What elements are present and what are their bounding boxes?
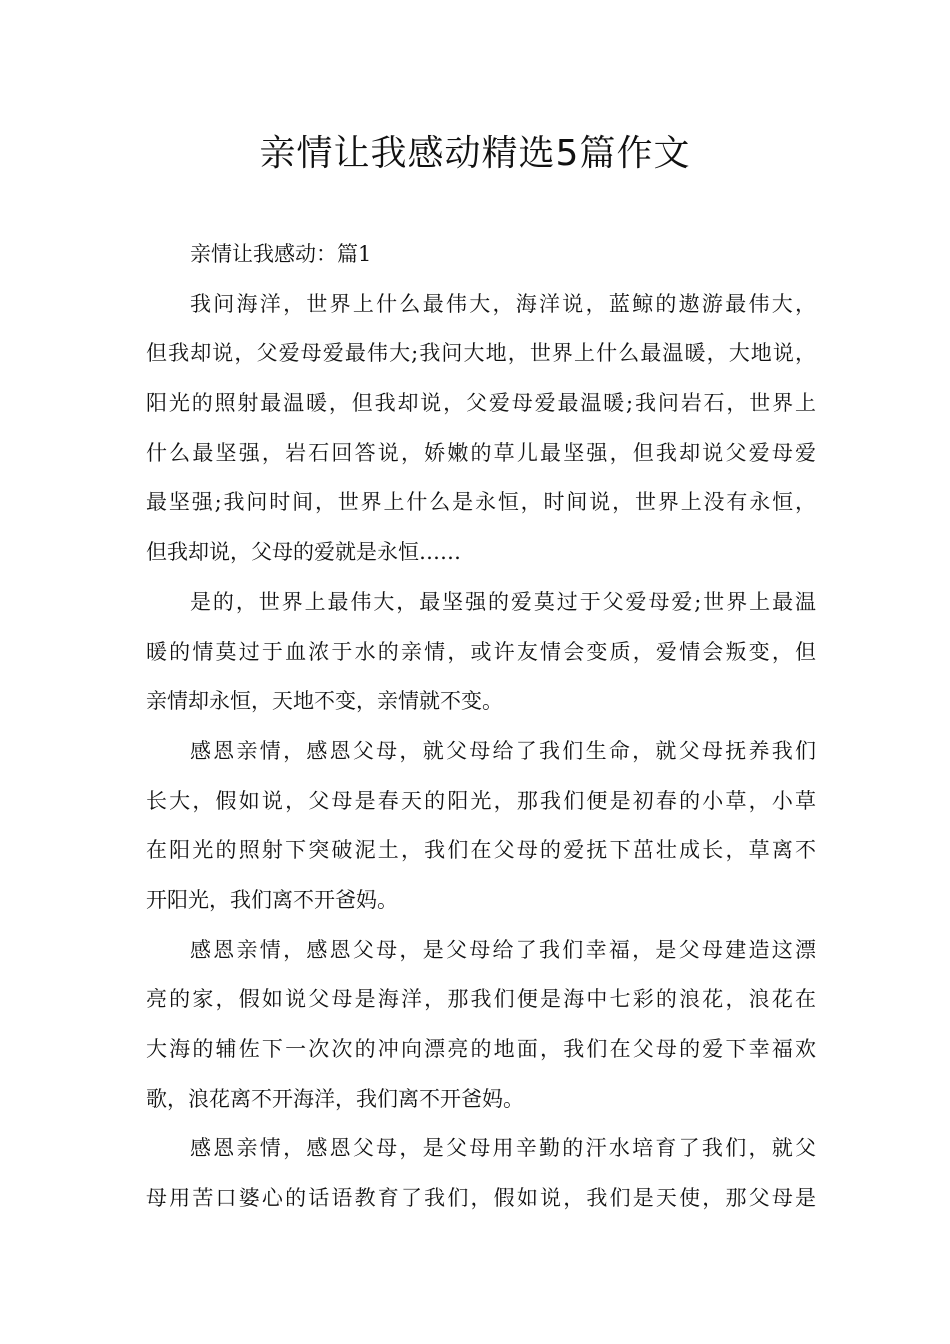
text-line: 感恩亲情，感恩父母，就父母给了我们生命，就父母抚养我们	[190, 738, 816, 763]
text-line: 亮的家，假如说父母是海洋，那我们便是海中七彩的浪花，浪花在	[146, 987, 816, 1012]
text-line: 亲情让我感动：篇1	[190, 242, 372, 266]
document-body	[146, 230, 816, 1224]
text-line: 是的，世界上最伟大，最坚强的爱莫过于父爱母爱;世界上最温	[190, 589, 816, 614]
document-title: 亲情让我感动精选5篇作文	[259, 133, 691, 174]
text-line: 但我却说，父爱母爱最伟大;我问大地，世界上什么最温暖，大地说，	[146, 341, 816, 366]
text-line: 我问海洋，世界上什么最伟大，海洋说，蓝鲸的遨游最伟大，	[190, 291, 816, 316]
text-line: 开阳光，我们离不开爸妈。	[146, 887, 398, 912]
text-line: 大海的辅佐下一次次的冲向漂亮的地面，我们在父母的爱下幸福欢	[146, 1037, 816, 1061]
text-line: 但我却说，父母的爱就是永恒……	[146, 540, 461, 565]
text-line: 歌，浪花离不开海洋，我们离不开爸妈。	[146, 1086, 524, 1111]
text-line: 什么最坚强，岩石回答说，娇嫩的草儿最坚强，但我却说父爱母爱	[146, 440, 816, 465]
text-line: 长大，假如说，父母是春天的阳光，那我们便是初春的小草，小草	[146, 788, 816, 813]
text-line: 阳光的照射最温暖，但我却说，父爱母爱最温暖;我问岩石，世界上	[146, 391, 816, 416]
text-line: 感恩亲情，感恩父母，是父母给了我们幸福，是父母建造这漂	[190, 937, 816, 962]
text-line: 母用苦口婆心的话语教育了我们，假如说，我们是天使，那父母是	[146, 1186, 816, 1211]
text-line: 最坚强;我问时间，世界上什么是永恒，时间说，世界上没有永恒，	[146, 490, 816, 515]
text-line: 在阳光的照射下突破泥土，我们在父母的爱抚下茁壮成长，草离不	[146, 838, 816, 863]
text-line: 暖的情莫过于血浓于水的亲情，或许友情会变质，爱情会叛变，但	[146, 639, 816, 664]
text-line: 感恩亲情，感恩父母，是父母用辛勤的汗水培育了我们，就父	[190, 1136, 816, 1161]
text-line: 亲情却永恒，天地不变，亲情就不变。	[146, 689, 503, 714]
